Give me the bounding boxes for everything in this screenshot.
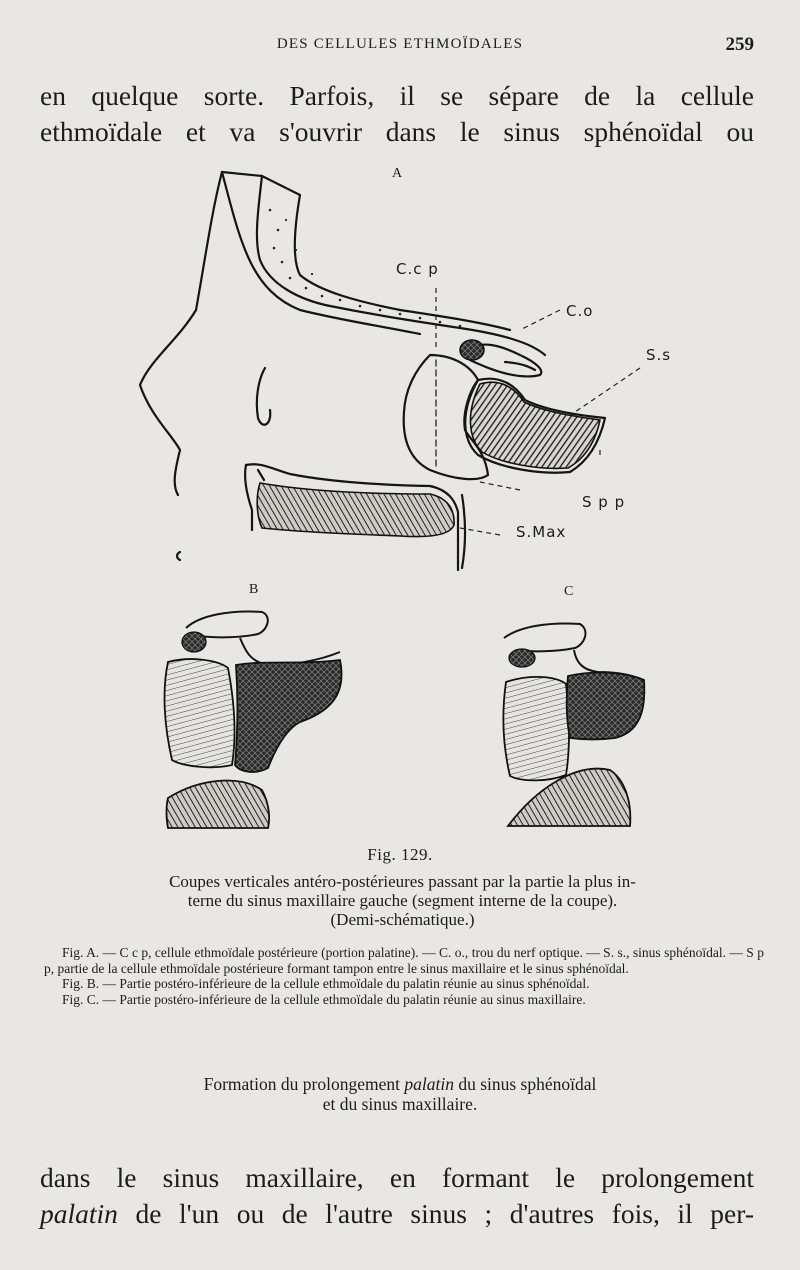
body-text-bottom [40, 1160, 754, 1232]
panel-a-label: A [392, 166, 403, 181]
caption-line: (Demi-schématique.) [330, 910, 475, 929]
panel-b-lower [167, 781, 270, 828]
page-number: 259 [725, 34, 754, 55]
body-line [40, 1196, 754, 1232]
panel-b-label: B [249, 582, 259, 597]
figure-legend [44, 945, 764, 1007]
figure-number: Fig. 129. [367, 845, 433, 864]
body-line: dans le sinus maxillaire, en formant le prolongement [40, 1162, 754, 1193]
subcaption-italic: palatin [404, 1074, 454, 1094]
panel-b-canal [182, 632, 206, 652]
legend-fig-c: Fig. C. — Partie postéro-inférieure de la cellule ethmoïdale du palatin réunie au sinus maxillaire. [62, 991, 586, 1007]
panel-b-drawing [186, 612, 340, 665]
figure-drawing [0, 150, 800, 850]
subcaption-text: Formation du prolongement [203, 1074, 405, 1094]
running-head [0, 36, 800, 60]
figure-subcaption [0, 1074, 800, 1114]
caption-line: Coupes verticales antéro-postérieures passant par la partie la plus in- [169, 872, 636, 891]
panel-b-maxillary [165, 659, 235, 767]
panel-c-label: C [564, 584, 574, 599]
figure-caption [40, 872, 765, 929]
subcaption-line [0, 1074, 800, 1094]
panel-c-maxillary [503, 677, 569, 780]
sphenoid-sinus-fill [470, 382, 600, 468]
annotation-ss: S.s [646, 346, 672, 364]
panel-c-canal [509, 649, 535, 667]
anatomical-figure [0, 150, 800, 850]
annotation-ccp: C.c p [396, 260, 439, 278]
subcaption-line: et du sinus maxillaire. [322, 1094, 478, 1114]
caption-line: terne du sinus maxillaire gauche (segment interne de la coupe). [187, 891, 618, 910]
panel-c-sphenoid [567, 673, 645, 740]
body-italic: palatin [40, 1198, 118, 1229]
body-line: ethmoïdale et va s'ouvrir dans le sinus sphénoïdal ou [40, 116, 754, 147]
optic-canal-shade [460, 340, 484, 360]
annotation-spp: S p p [582, 493, 626, 511]
legend-fig-a: Fig. A. — C c p, cellule ethmoïdale postérieure (portion palatine). — C. o., trou du nerf optique. — S. s., sinus sphénoïdal. — S p p, partie de la cellule ethmoïdale postérieure formant tampon entre le sinus maxillaire et le sinus sphénoïdal. [44, 945, 764, 976]
annotation-smax: S.Max [516, 523, 567, 541]
legend-fig-b: Fig. B. — Partie postéro-inférieure de la cellule ethmoïdale du palatin réunie au sinus sphénoïdal. [62, 976, 590, 991]
panel-b-sphenoid [235, 660, 342, 772]
body-text-span: de l'un ou de l'autre sinus ; d'autres fois, il per- [117, 1198, 754, 1229]
annotation-co: C.o [566, 302, 594, 320]
maxillary-sinus-fill [257, 483, 454, 537]
running-title: DES CELLULES ETHMOÏDALES [276, 36, 524, 52]
body-text-top [40, 78, 754, 150]
body-line: en quelque sorte. Parfois, il se sépare de la cellule [40, 80, 754, 111]
subcaption-text: du sinus sphénoïdal [453, 1074, 597, 1094]
